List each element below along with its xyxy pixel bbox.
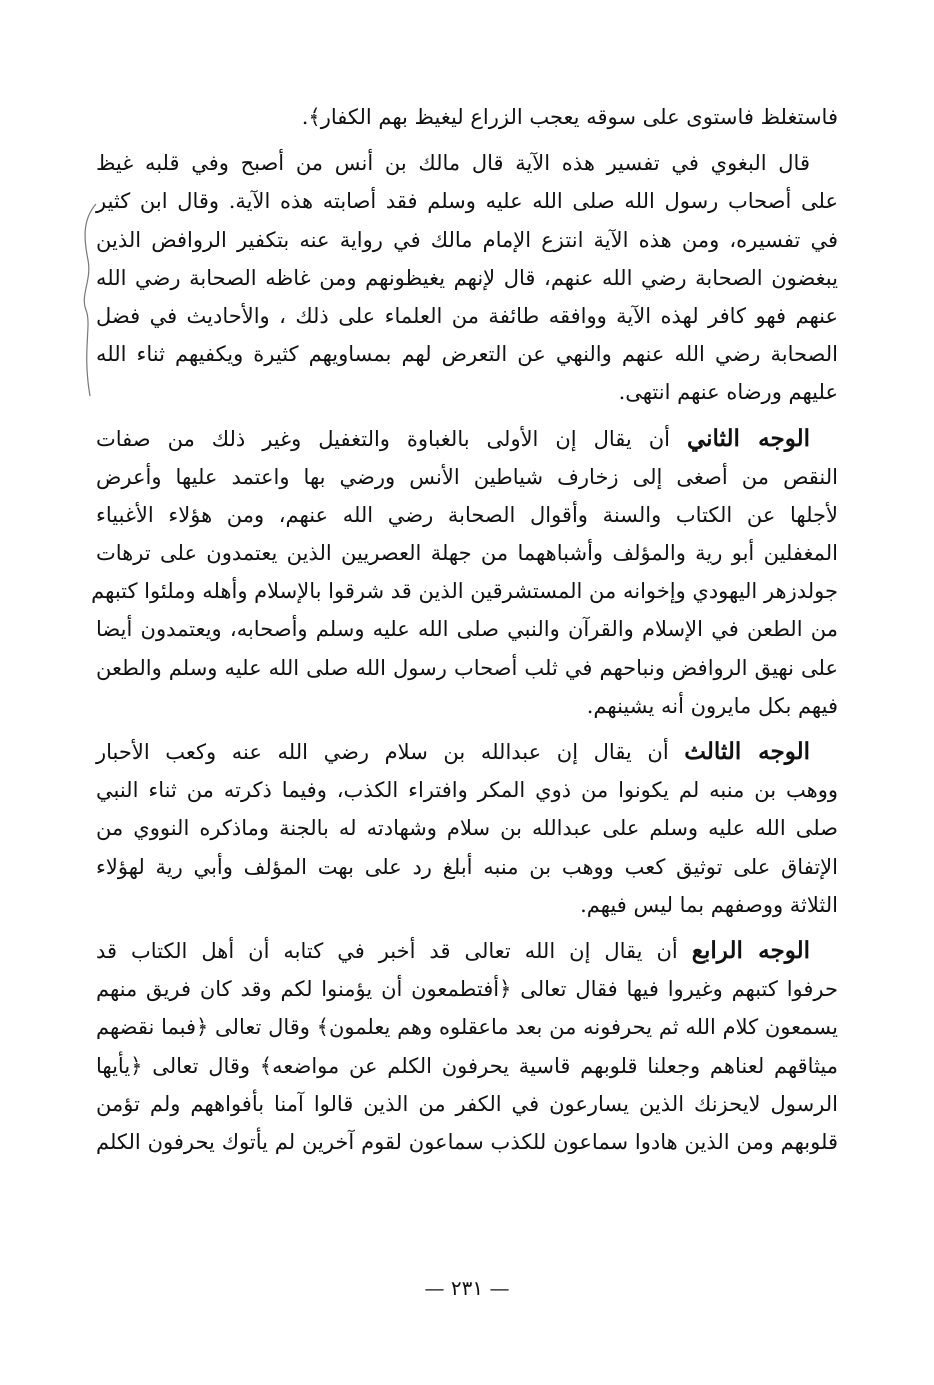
paragraph-fourth-aspect xyxy=(96,932,838,1161)
section-heading: الوجه الرابع xyxy=(691,936,810,964)
text-line: صلى الله عليه وسلم على عبدالله بن سلام وشهادته له بالجنة وماذكره النووي من xyxy=(96,816,838,841)
text-line: في تفسيره، ومن هذه الآية انتزع الإمام مالك في رواية عنه بتكفير الروافض الذين xyxy=(96,227,838,252)
text-line: قلوبهم ومن الذين هادوا سماعون للكذب سماعون لقوم آخرين لم يأتوك يحرفون الكلم xyxy=(96,1129,838,1154)
paragraph-quran-verse xyxy=(96,98,838,136)
text-line: ميثاقهم لعناهم وجعلنا قلوبهم قاسية يحرفون الكلم عن مواضعه﴾ وقال تعالى ﴿يأيها xyxy=(96,1053,838,1078)
text-line: يسمعون كلام الله ثم يحرفونه من بعد ماعقلوه وهم يعلمون﴾ وقال تعالى ﴿فبما نقضهم xyxy=(96,1015,838,1040)
text-line: الثلاثة ووصفهم بما ليس فيهم. xyxy=(580,892,838,917)
text-line: لأجلها عن الكتاب والسنة وأقوال الصحابة رضي الله عنهم، ومن هؤلاء الأغبياء xyxy=(96,502,838,527)
text-line: من الطعن في الإسلام والقرآن والنبي صلى الله عليه وسلم وأصحابه، ويعتمدون أيضا xyxy=(96,617,838,642)
text-run: أن يقال إن عبدالله بن سلام رضي الله عنه وكعب الأحبار xyxy=(96,740,669,764)
text-line: على نهيق الروافض ونباحهم في ثلب أصحاب رسول الله صلى الله عليه وسلم والطعن xyxy=(96,655,838,680)
text-line: جولدزهر اليهودي وإخوانه من المستشرقين الذين قد شرقوا بالإسلام وأهله وملئوا كتبهم xyxy=(91,579,838,604)
text-run: أن يقال إن الأولى بالغباوة والتغفيل وغير ذلك من صفات xyxy=(96,426,670,451)
section-heading: الوجه الثالث xyxy=(684,738,810,765)
paragraph-second-aspect xyxy=(91,420,838,726)
text-line: المغفلين أبو رية والمؤلف وأشباههما من جهلة العصريين الذين يعتمدون على ترهات xyxy=(96,541,838,566)
page-body xyxy=(91,98,838,1169)
text-run: أن يقال إن الله تعالى قد أخبر في كتابه أن أهل الكتاب قد xyxy=(96,938,678,963)
text-line: عنهم فهو كافر لهذه الآية ووافقه طائفة من العلماء على ذلك ، والأحاديث في فضل xyxy=(96,303,838,328)
paragraph-third-aspect xyxy=(96,733,838,924)
text-line: الإتفاق على توثيق كعب ووهب بن منبه أبلغ رد على بهت المؤلف وأبي رية لهؤلاء xyxy=(96,854,838,879)
text-line: حرفوا كتبهم وغيروا فيها فقال تعالى ﴿أفتطمعون أن يؤمنوا لكم وقد كان فريق منهم xyxy=(96,977,838,1002)
text-line xyxy=(96,733,838,771)
text-line: قال البغوي في تفسير هذه الآية قال مالك بن أنس من أصبح وفي قلبه غيظ xyxy=(96,151,810,176)
text-line: الصحابة رضي الله عنهم والنهي عن التعرض لهم بمساويهم كثيرة ويكفيهم ثناء الله xyxy=(96,342,838,367)
text-line: يبغضون الصحابة رضي الله عنهم، قال لإنهم يغيظونهم ومن غاظه الصحابة رضي الله xyxy=(96,265,838,290)
text-line xyxy=(96,932,838,970)
section-heading: الوجه الثاني xyxy=(686,424,810,452)
text-line: الرسول لايحزنك الذين يسارعون في الكفر من الذين قالوا آمنا بأفواههم ولم تؤمن xyxy=(96,1091,838,1116)
paragraph-baghawi xyxy=(96,144,838,411)
text-line: فيهم بكل مايرون أنه يشينهم. xyxy=(586,693,838,718)
page-number: — ٢٣١ — xyxy=(424,1276,510,1300)
text-line: عليهم ورضاه عنهم انتهى. xyxy=(618,380,838,405)
text-line xyxy=(96,420,838,458)
text-line: ووهب بن منبه لم يكونوا من ذوي المكر وافتراء الكذب، وفيما ذكرته من ثناء النبي xyxy=(96,778,838,803)
text-line: النقص من أصغى إلى زخارف شياطين الأنس ورضي بها واعتمد عليها وأعرض xyxy=(96,464,838,489)
margin-bracket-icon xyxy=(76,200,100,400)
text-line: على أصحاب رسول الله صلى الله عليه وسلم فقد أصابته هذه الآية. وقال ابن كثير xyxy=(96,189,838,214)
text-line: فاستغلظ فاستوى على سوقه يعجب الزراع ليغيظ بهم الكفار﴾. xyxy=(301,105,838,129)
